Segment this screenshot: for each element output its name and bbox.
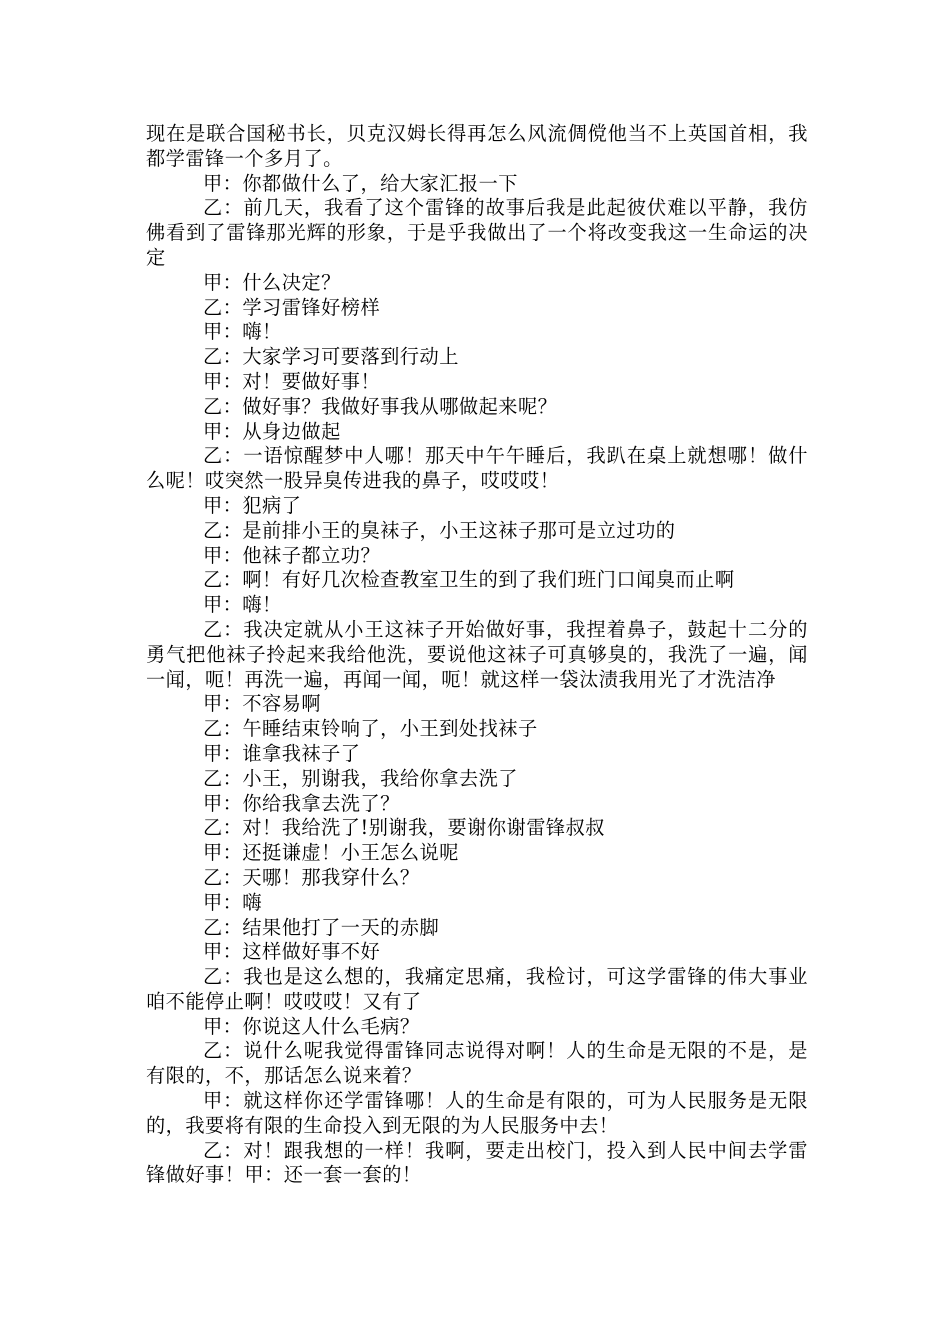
paragraph-19: 甲：谁拿我袜子了	[203, 741, 361, 765]
paragraph-20: 乙：小王，别谢我，我给你拿去洗了	[203, 766, 518, 790]
paragraph-15: 甲：嗨！	[203, 593, 282, 617]
paragraph-16: 乙：我决定就从小王这袜子开始做好事，我捏着鼻子，鼓起十二分的勇气把他袜子拎起来我给他洗，要说他这袜子可真够臭的，我洗了一遍，闻一闻，呃！再洗一遍，再闻一闻，呃！就这样一袋汰渍我用光了才洗洁净	[146, 617, 808, 691]
paragraph-10: 乙：一语惊醒梦中人哪！那天中午午睡后，我趴在桌上就想哪！做什么呢！哎突然一股异臭传进我的鼻子，哎哎哎！	[146, 444, 808, 493]
paragraph-5: 甲：嗨！	[203, 320, 282, 344]
paragraph-18: 乙：午睡结束铃响了，小王到处找袜子	[203, 717, 538, 741]
paragraph-17: 甲：不容易啊	[203, 692, 322, 716]
paragraph-13: 甲：他袜子都立功？	[203, 543, 381, 567]
paragraph-31: 甲：就这样你还学雷锋哪！人的生命是有限的，可为人民服务是无限的，我要将有限的生命投入到无限的为人民服务中去！	[146, 1089, 808, 1137]
paragraph-12: 乙：是前排小王的臭袜子，小王这袜子那可是立过功的	[203, 518, 676, 542]
paragraph-6: 乙：大家学习可要落到行动上	[203, 345, 459, 369]
paragraph-22: 乙：对！我给洗了!别谢我，要谢你谢雷锋叔叔	[203, 816, 605, 840]
paragraph-26: 乙：结果他打了一天的赤脚	[203, 915, 440, 939]
paragraph-21: 甲：你给我拿去洗了？	[203, 791, 400, 815]
paragraph-24: 乙：天哪！那我穿什么？	[203, 865, 420, 889]
paragraph-23: 甲：还挺谦虚！小王怎么说呢	[203, 841, 459, 865]
paragraph-4: 乙：学习雷锋好榜样	[203, 295, 381, 319]
paragraph-0: 现在是联合国秘书长，贝克汉姆长得再怎么风流倜傥他当不上英国首相，我都学雷锋一个多月了。	[146, 122, 808, 170]
paragraph-2: 乙：前几天，我看了这个雷锋的故事后我是此起彼伏难以平静，我仿佛看到了雷锋那光辉的形象，于是乎我做出了一个将改变我这一生命运的决定	[146, 196, 808, 269]
paragraph-29: 甲：你说这人什么毛病？	[203, 1014, 420, 1038]
paragraph-32: 乙：对！跟我想的一样！我啊，要走出校门，投入到人民中间去学雷锋做好事！甲：还一套一套的！	[146, 1138, 808, 1187]
paragraph-14: 乙：啊！有好几次检查教室卫生的到了我们班门口闻臭而止啊	[203, 568, 735, 592]
paragraph-27: 甲：这样做好事不好	[203, 940, 381, 964]
paragraph-9: 甲：从身边做起	[203, 419, 341, 443]
paragraph-3: 甲：什么决定？	[203, 270, 341, 294]
paragraph-11: 甲：犯病了	[203, 493, 302, 517]
document-body	[146, 122, 808, 1188]
paragraph-30: 乙：说什么呢我觉得雷锋同志说得对啊！人的生命是无限的不是，是有限的，不，那话怎么说来着？	[146, 1039, 808, 1088]
paragraph-28: 乙：我也是这么想的，我痛定思痛，我检讨，可这学雷锋的伟大事业咱不能停止啊！哎哎哎！又有了	[146, 965, 808, 1013]
paragraph-8: 乙：做好事？我做好事我从哪做起来呢？	[203, 394, 558, 418]
paragraph-1: 甲：你都做什么了，给大家汇报一下	[203, 171, 518, 195]
paragraph-7: 甲：对！要做好事！	[203, 369, 381, 393]
paragraph-25: 甲：嗨	[203, 890, 263, 914]
